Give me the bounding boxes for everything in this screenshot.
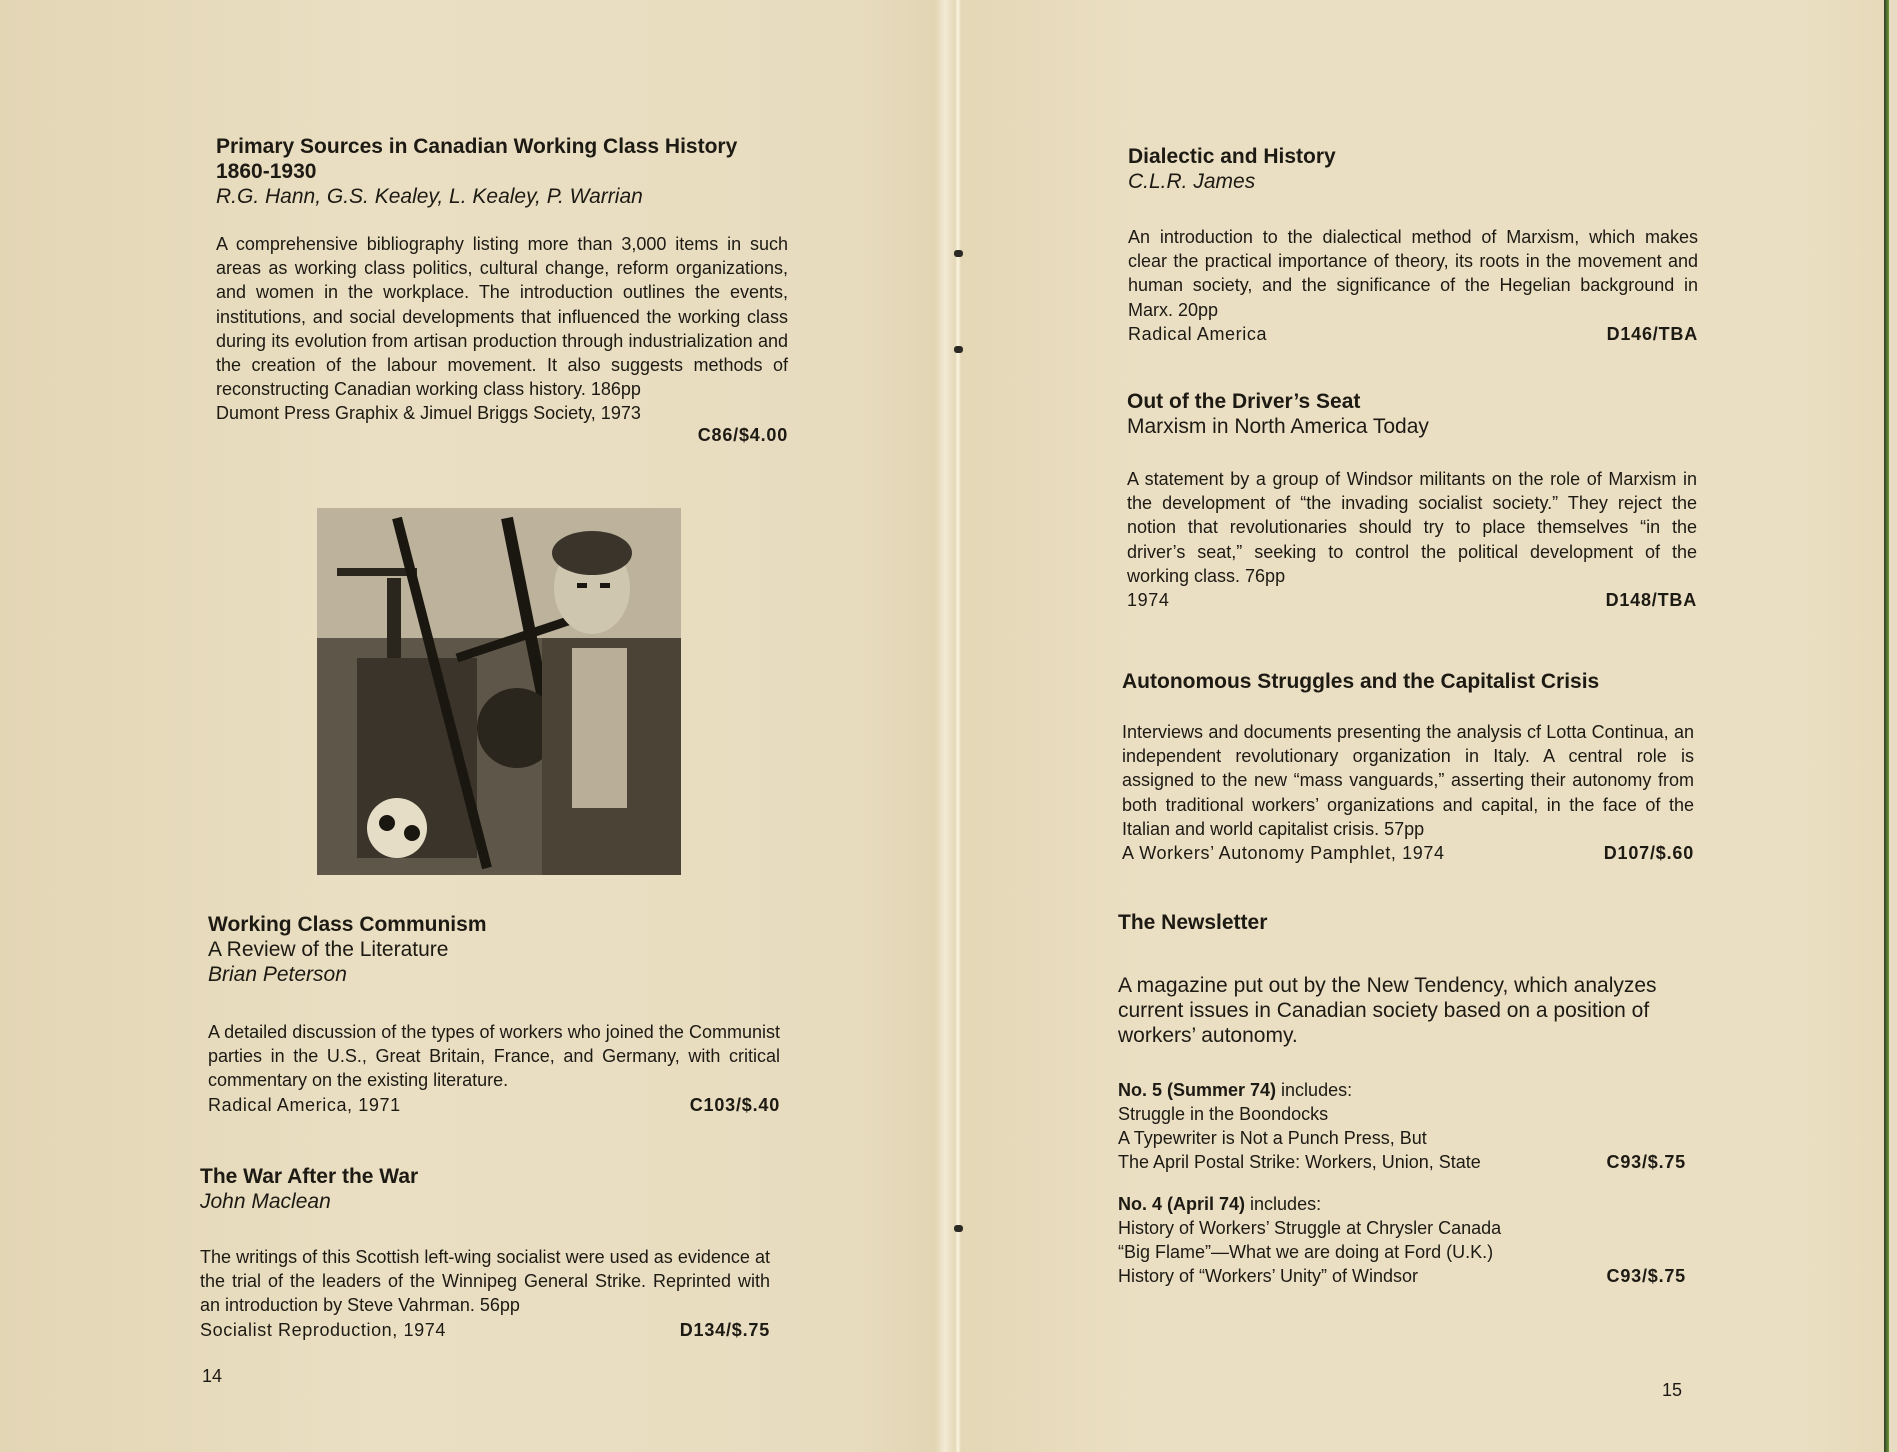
entry-title: The Newsletter [1118, 911, 1268, 934]
entry-title: Dialectic and History [1128, 145, 1336, 168]
entry-title: Working Class Communism [208, 913, 487, 936]
page-number-left: 14 [202, 1366, 223, 1386]
issue-label: No. 4 (April 74) [1118, 1194, 1246, 1214]
entry-code-price: D107/$.60 [1603, 843, 1694, 864]
entry-code-price: D148/TBA [1605, 590, 1697, 611]
issue-item: Struggle in the Boondocks [1118, 1104, 1329, 1124]
entry-description: A statement by a group of Windsor militants on the role of Marxism in the development of “the invading socialist society.” They reject the notion that revolutionaries should try to place themselves “in the driver’s seat,” seeking to control the political development of the working class. 76pp [1127, 469, 1697, 586]
staple-bottom [954, 1225, 963, 1232]
issue-item: The April Postal Strike: Workers, Union, State [1118, 1152, 1481, 1172]
issue-suffix: includes: [1245, 1194, 1322, 1214]
issue-item: History of Workers’ Struggle at Chrysler Canada [1118, 1218, 1502, 1238]
entry-description: An introduction to the dialectical method of Marxism, which makes clear the practical importance of theory, its roots in the movement and human society, and the significance of the Hegelian background in Marx. 20pp [1128, 227, 1698, 320]
publisher-text: Radical America [1128, 323, 1268, 344]
entry-description: A comprehensive bibliography listing more than 3,000 items in such areas as working class politics, cultural change, reform organizations, and women in the workplace. The introduction outlines the events, institutions, and social developments that influenced the working class during its evolution from artisan production through industrialization and the creation of the labour movement. It also suggests methods of reconstructing Canadian working class history. 186pp [216, 234, 788, 400]
entry-code-price: D146/TBA [1606, 323, 1698, 344]
entry-authors: Brian Peterson [208, 963, 347, 986]
entry-footer [1128, 322, 1698, 346]
newsletter-issue [1118, 1078, 1686, 1174]
entry-code-price: C103/$.40 [689, 1094, 780, 1115]
page-edge [1889, 0, 1897, 1452]
issue-code-price: C93/$.75 [1606, 1266, 1686, 1286]
issue-last-line [1118, 1264, 1686, 1288]
entry-footer [1122, 841, 1694, 865]
issue-heading [1118, 1078, 1686, 1102]
entry-authors: John Maclean [200, 1190, 331, 1213]
entry-subtitle: Marxism in North America Today [1127, 415, 1429, 438]
entry-code-price: C86/$4.00 [697, 425, 788, 446]
issue-heading [1118, 1192, 1686, 1216]
entry-authors: C.L.R. James [1128, 170, 1256, 193]
publisher-text: Socialist Reproduction, 1974 [200, 1319, 446, 1340]
entry-newsletter [1118, 910, 1686, 1288]
entry-description: The writings of this Scottish left-wing socialist were used as evidence at the trial of the leaders of the Winnipeg General Strike. Reprinted with an introduction by Steve Vahrman. 56pp [200, 1247, 770, 1316]
entry-title: Out of the Driver’s Seat [1127, 390, 1361, 413]
worker-photo [317, 508, 681, 875]
entry-subtitle: A Review of the Literature [208, 938, 449, 961]
issue-suffix: includes: [1276, 1080, 1353, 1100]
entry-title-line2: 1860-1930 [216, 160, 317, 183]
issue-label: No. 5 (Summer 74) [1118, 1080, 1277, 1100]
entry-dialectic-and-history [1128, 144, 1698, 346]
entry-war-after-the-war [200, 1164, 770, 1342]
publisher-text: 1974 [1127, 590, 1170, 611]
entry-primary-sources [216, 134, 788, 446]
issue-code-price: C93/$.75 [1606, 1152, 1686, 1172]
worker-photo-illustration [317, 508, 681, 875]
gutter-fold [955, 0, 961, 1452]
page-number-right: 15 [1662, 1380, 1683, 1400]
entry-autonomous-struggles [1122, 669, 1694, 865]
entry-footer [200, 1318, 770, 1342]
publisher-text: A Workers’ Autonomy Pamphlet, 1974 [1122, 843, 1445, 864]
staple-mark [954, 346, 963, 353]
entry-working-class-communism [208, 912, 780, 1117]
entry-authors: R.G. Hann, G.S. Kealey, L. Kealey, P. Warrian [216, 185, 643, 208]
entry-title: The War After the War [200, 1165, 419, 1188]
staple-top [954, 250, 963, 257]
entry-code-price: D134/$.75 [679, 1319, 770, 1340]
issue-item: “Big Flame”—What we are doing at Ford (U.K.) [1118, 1242, 1494, 1262]
publisher-text: Dumont Press Graphix & Jimuel Briggs Society, 1973 [216, 403, 641, 424]
entry-description: A detailed discussion of the types of workers who joined the Communist parties in the U.S., Great Britain, France, and Germany, with critical commentary on the existing literature. [208, 1022, 780, 1091]
issue-item: History of “Workers’ Unity” of Windsor [1118, 1266, 1419, 1286]
entry-title: Autonomous Struggles and the Capitalist Crisis [1122, 670, 1600, 693]
entry-out-of-drivers-seat [1127, 389, 1697, 612]
newsletter-intro: A magazine put out by the New Tendency, which analyzes current issues in Canadian society based on a position of workers’ autonomy. [1118, 974, 1657, 1047]
entry-footer [208, 1093, 780, 1117]
issue-last-line [1118, 1150, 1686, 1174]
publisher-text: Radical America, 1971 [208, 1094, 401, 1115]
entry-footer [1127, 588, 1697, 612]
entry-description: Interviews and documents presenting the analysis cf Lotta Continua, an independent revolutionary organization in Italy. A central role is assigned to the new “mass vanguards,” asserting their autonomy from both traditional workers’ organizations and capital, in the face of the Italian and world capitalist crisis. 57pp [1122, 722, 1694, 839]
entry-title: Primary Sources in Canadian Working Class History [216, 135, 738, 158]
issue-item: A Typewriter is Not a Punch Press, But [1118, 1128, 1427, 1148]
newsletter-issue [1118, 1192, 1686, 1288]
entry-publisher [216, 401, 788, 425]
